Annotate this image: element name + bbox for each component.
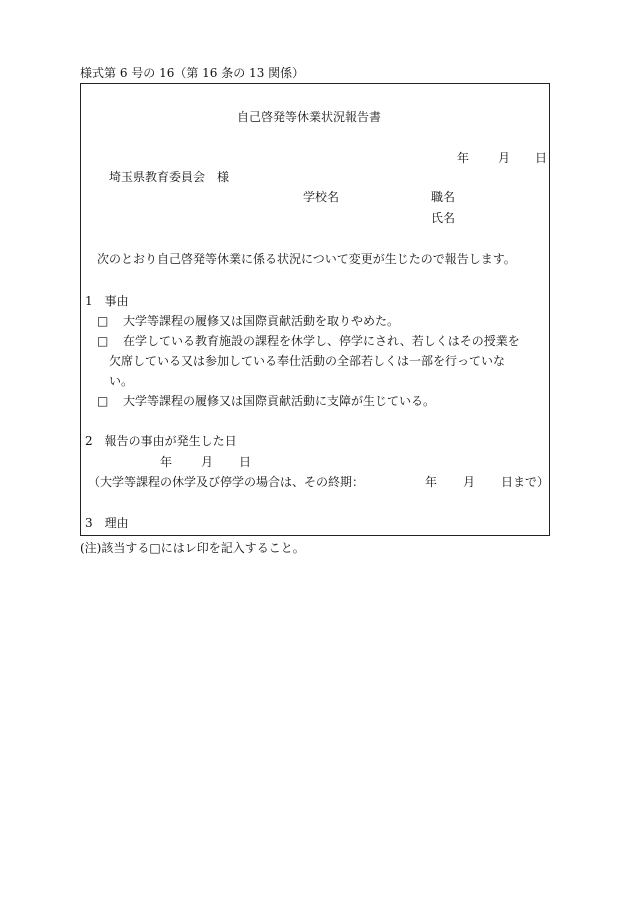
section2-heading: 2 報告の事由が発生した日 xyxy=(85,434,237,448)
option-text-line: 在学している教育施設の課程を休学し、停学にされ、若しくはその授業を xyxy=(123,334,520,348)
checkbox[interactable]: □ xyxy=(97,314,109,328)
option-text: 大学等課程の履修又は国際貢献活動を取りやめた。 xyxy=(123,314,400,328)
checkbox[interactable]: □ xyxy=(97,334,109,348)
option-text-line: 欠席している又は参加している奉仕活動の全部若しくは一部を行っていな xyxy=(109,354,506,368)
occurrence-month-label: 月 xyxy=(201,455,214,469)
intro-text: 次のとおり自己啓発等休業に係る状況について変更が生じたので報告します。 xyxy=(97,252,516,266)
date-day-label: 日 xyxy=(535,151,548,165)
suspension-end-day-label: 日まで） xyxy=(501,475,550,489)
section1-heading: 1 事由 xyxy=(85,294,129,308)
section3-heading: 3 理由 xyxy=(85,516,129,530)
suspension-end-month-label: 月 xyxy=(463,475,476,489)
report-form xyxy=(80,83,550,536)
checkbox[interactable]: □ xyxy=(97,394,109,408)
date-month-label: 月 xyxy=(498,151,511,165)
date-year-label: 年 xyxy=(457,151,470,165)
document-title: 自己啓発等休業状況報告書 xyxy=(237,110,382,124)
suspension-end-year-label: 年 xyxy=(425,475,438,489)
form-number: 様式第 6 号の 16（第 16 条の 13 関係） xyxy=(80,66,305,80)
position-label: 職名 xyxy=(431,190,456,204)
suspension-end-note: （大学等課程の休学及び停学の場合は、その終期： xyxy=(88,475,365,489)
option-text: 大学等課程の履修又は国際貢献活動に支障が生じている。 xyxy=(123,394,436,408)
addressee: 埼玉県教育委員会 様 xyxy=(109,170,230,184)
occurrence-year-label: 年 xyxy=(160,455,173,469)
occurrence-day-label: 日 xyxy=(239,455,252,469)
school-name-label: 学校名 xyxy=(303,190,340,204)
option-text-line: い。 xyxy=(109,374,134,388)
footnote: (注)該当する□にはレ印を記入すること。 xyxy=(80,541,305,555)
name-label: 氏名 xyxy=(431,211,456,225)
